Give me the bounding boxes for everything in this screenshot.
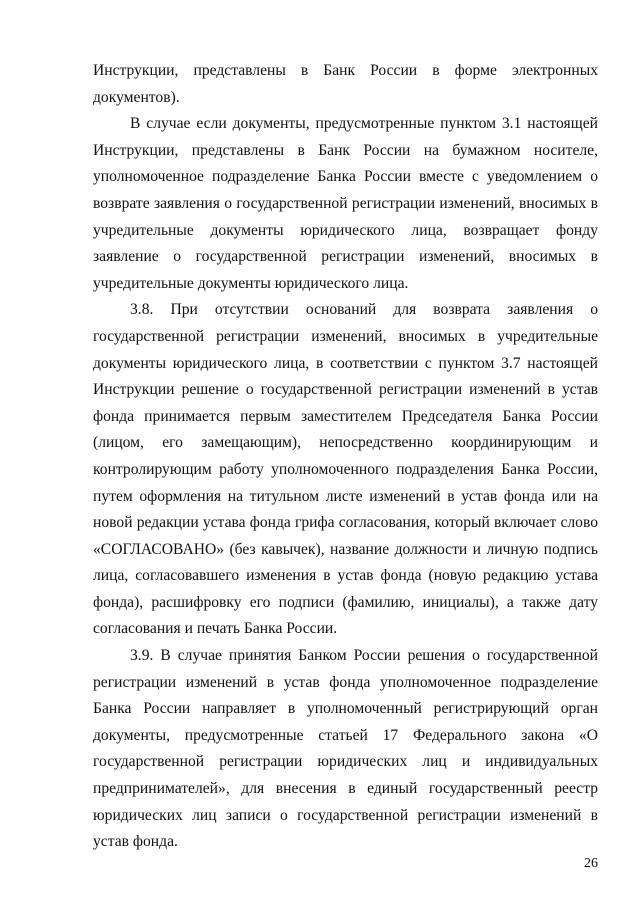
paragraph-continuation: Инструкции, представлены в Банк России в форме электронных документов). [93, 62, 598, 106]
paragraph-3-9: 3.9. В случае принятия Банком России решения о государственной регистрации изменений в устав фонда уполномоченное подразделение Банка России направляет в уполномоченный регистрирующий орган документы, предусмотренные статьей 17 Федерального закона «О государственной регистрации юридических лиц и индивидуальных предпринимателей», для внесения в единый государственный реестр юридических лиц записи о государственной регистрации изменений в устав фонда. [93, 647, 598, 851]
document-body [93, 58, 598, 856]
paragraph-return-of-documents: В случае если документы, предусмотренные пунктом 3.1 настоящей Инструкции, представлены в Банк России на бумажном носителе, уполномоченное подразделение Банка России вместе с уведомлением о возврате заявления о государственной регистрации изменений, вносимых в учредительные документы юридического лица, возвращает фонду заявление о государственной регистрации изменений, вносимых в учредительные документы юридического лица. [93, 115, 598, 292]
paragraph-3-8: 3.8. При отсутствии оснований для возврата заявления о государственной регистрации изменений, вносимых в учредительные документы юридического лица, в соответствии с пунктом 3.7 настоящей Инструкции решение о государственной регистрации изменений в устав фонда принимается первым заместителем Председателя Банка России (лицом, его замещающим), непосредственно координирующим и контролирующим работу уполномоченного подразделения Банка России, путем оформления на титульном листе изменений в устав фонда или на новой редакции устава фонда грифа согласования, который включает слово «СОГЛАСОВАНО» (без кавычек), название должности и личную подпись лица, согласовавшего изменения в устав фонда (новую редакцию устава фонда), расшифровку его подписи (фамилию, инициалы), а также дату согласования и печать Банка России. [93, 301, 598, 638]
page-number: 26 [584, 856, 598, 871]
